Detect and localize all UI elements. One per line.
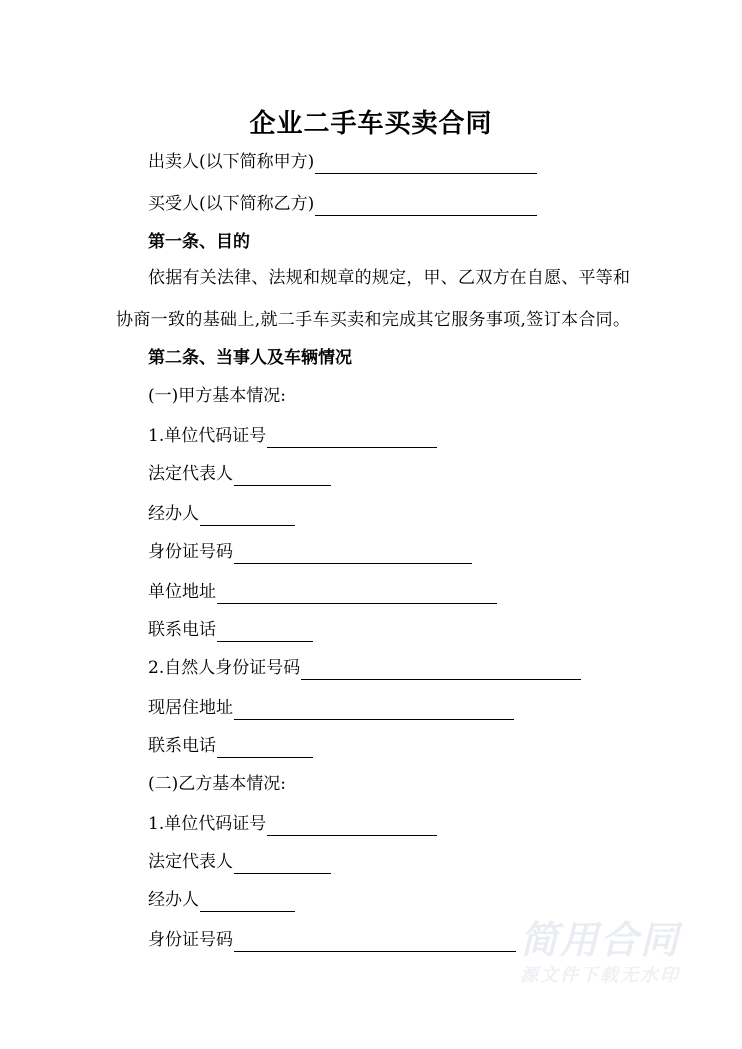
party-a-natural-id-label: 2.自然人身份证号码	[148, 658, 301, 678]
party-a-legal-rep-line	[148, 462, 331, 486]
party-a-agent-label: 经办人	[148, 504, 199, 524]
party-a-phone-label: 联系电话	[148, 620, 216, 640]
party-a-id-blank	[234, 545, 472, 564]
party-a-heading: (一)甲方基本情况:	[148, 386, 286, 406]
party-b-org-code-line	[148, 812, 437, 836]
party-a-legal-rep-label: 法定代表人	[148, 464, 233, 484]
article1-text-line1-content: 依据有关法律、法规和规章的规定，甲、乙双方在自愿、平等和	[148, 268, 630, 288]
buyer-blank	[315, 197, 537, 216]
party-a-org-code-label: 1.单位代码证号	[148, 426, 267, 446]
party-b-legal-rep-label: 法定代表人	[148, 852, 233, 872]
party-a-residence-line	[148, 696, 514, 720]
party-b-org-code-label: 1.单位代码证号	[148, 814, 267, 834]
party-a-residence-label: 现居住地址	[148, 698, 233, 718]
buyer-line	[148, 192, 537, 216]
article1-text-line2-content: 协商一致的基础上,就二手车买卖和完成其它服务事项,签订本合同。	[116, 310, 630, 330]
party-a-phone2-blank	[217, 739, 313, 758]
article2-heading: 第二条、当事人及车辆情况	[148, 348, 352, 368]
party-a-address-blank	[217, 585, 497, 604]
seller-blank	[315, 155, 537, 174]
party-b-legal-rep-line	[148, 850, 331, 874]
party-b-agent-blank	[200, 893, 295, 912]
party-b-agent-line	[148, 888, 295, 912]
party-a-phone-line	[148, 618, 313, 642]
watermark	[505, 918, 695, 998]
party-b-id-blank	[234, 933, 516, 952]
seller-line	[148, 150, 537, 174]
party-a-phone2-line	[148, 734, 313, 758]
party-b-heading: (二)乙方基本情况:	[148, 774, 286, 794]
party-a-phone2-label: 联系电话	[148, 736, 216, 756]
party-b-legal-rep-blank	[234, 855, 331, 874]
party-a-natural-id-blank	[301, 661, 581, 680]
article1-text-line2	[116, 308, 630, 332]
party-a-id-line	[148, 540, 472, 564]
article1-heading: 第一条、目的	[148, 232, 250, 252]
party-a-agent-blank	[200, 507, 295, 526]
party-a-org-code-blank	[267, 429, 437, 448]
party-a-residence-blank	[234, 701, 514, 720]
party-b-id-label: 身份证号码	[148, 930, 233, 950]
party-b-org-code-blank	[267, 817, 437, 836]
party-a-agent-line	[148, 502, 295, 526]
party-b-id-line	[148, 928, 516, 952]
party-a-address-label: 单位地址	[148, 582, 216, 602]
party-a-natural-id-line	[148, 656, 581, 680]
watermark-main-text: 简用合同	[519, 918, 680, 962]
party-b-agent-label: 经办人	[148, 890, 199, 910]
party-a-phone-blank	[217, 623, 313, 642]
watermark-sub-text: 源文件下载无水印	[520, 965, 680, 986]
seller-label: 出卖人(以下简称甲方)	[148, 152, 315, 172]
buyer-label: 买受人(以下简称乙方)	[148, 194, 315, 214]
party-a-legal-rep-blank	[234, 467, 331, 486]
party-a-org-code-line	[148, 424, 437, 448]
party-a-address-line	[148, 580, 497, 604]
document-title: 企业二手车买卖合同	[249, 109, 493, 139]
party-a-id-label: 身份证号码	[148, 542, 233, 562]
article1-text-line1	[148, 266, 630, 290]
